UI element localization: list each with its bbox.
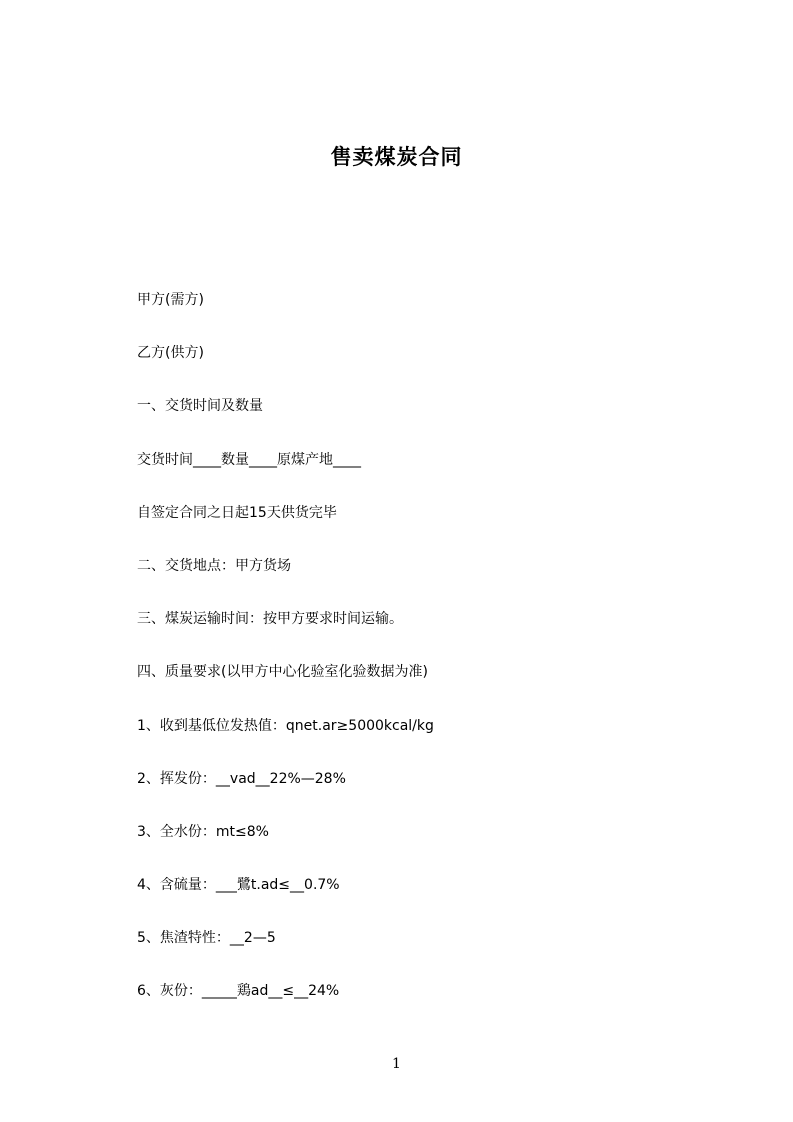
section-heading-transport: 三、煤炭运输时间：按甲方要求时间运输。 <box>137 611 403 628</box>
party-b-line: 乙方(供方) <box>137 345 204 362</box>
page-number: 1 <box>392 1056 401 1072</box>
party-a-line: 甲方(需方) <box>137 292 204 308</box>
quality-item-6: 6、灰份：_____鶏ad__≤__24% <box>137 983 340 1000</box>
section-heading-location: 二、交货地点：甲方货场 <box>137 557 291 574</box>
document-title: 售卖煤炭合同 <box>330 145 463 169</box>
quality-item-3: 3、全水份：mt≤8% <box>137 823 269 840</box>
delivery-details-line: 交货时间____数量____原煤产地____ <box>137 451 361 468</box>
quality-item-1: 1、收到基低位发热值：qnet.ar≥5000kcal/kg <box>137 717 434 734</box>
delivery-deadline-line: 自签定合同之日起15天供货完毕 <box>137 504 337 521</box>
quality-item-5: 5、焦渣特性：__2—5 <box>137 930 276 947</box>
section-heading-delivery: 一、交货时间及数量 <box>137 398 263 415</box>
quality-item-2: 2、挥发份：__vad__22%—28% <box>137 770 346 787</box>
quality-item-4: 4、含硫量：___鷺t.ad≤__0.7% <box>137 877 340 894</box>
document-body <box>137 290 697 1035</box>
section-heading-quality: 四、质量要求(以甲方中心化验室化验数据为准) <box>137 664 428 681</box>
